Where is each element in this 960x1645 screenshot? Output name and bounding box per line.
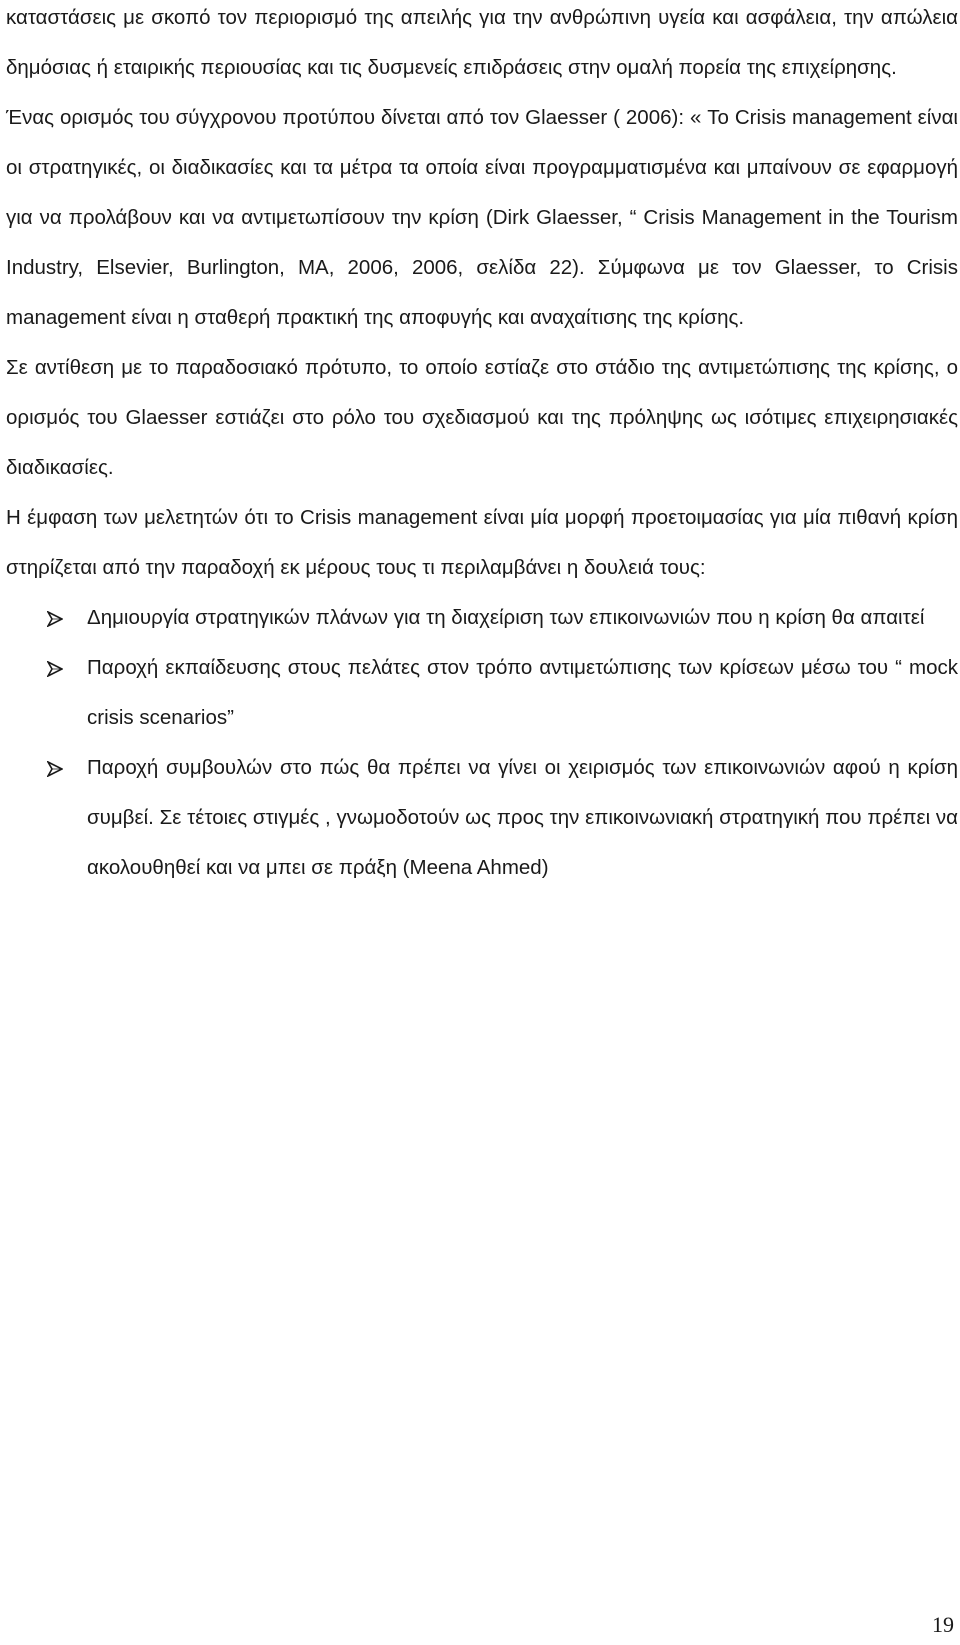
paragraph-glaesser-definition: Ένας ορισμός του σύγχρονου προτύπου δίνεται από τον Glaesser ( 2006): « Το Crisis management είναι οι στρατηγικές, οι διαδικασίες και τα μέτρα τα οποία είναι προγραμματισμένα και μπαίνουν σε εφαρμογή για να προλάβουν και να αντιμετωπίσουν την κρίση (Dirk Glaesser, “ Crisis Management in the Tourism Industry, Elsevier, Burlington, MA, 2006, 2006, σελίδα 22). Σύμφωνα με τον Glaesser, το Crisis management είναι η σταθερή πρακτική της αποφυγής και αναχαίτισης της κρίσης. bbox=[6, 106, 958, 329]
arrowhead-bullet-icon bbox=[47, 643, 65, 693]
page-number: 19 bbox=[932, 1612, 954, 1637]
arrowhead-bullet-icon bbox=[47, 593, 65, 643]
paragraph-emphasis: Η έμφαση των μελετητών ότι το Crisis management είναι μία μορφή προετοιμασίας για μία πιθανή κρίση στηρίζεται από την παραδοχή εκ μέρους τους τι περιλαμβάνει η δουλειά τους: bbox=[6, 506, 958, 579]
bullet-text: Παροχή συμβουλών στο πώς θα πρέπει να γίνει οι χειρισμός των επικοινωνιών αφού η κρίση συμβεί. Σε τέτοιες στιγμές , γνωμοδοτούν ως προς την επικοινωνιακή στρατηγική που πρέπει να ακολουθηθεί και να μπει σε πράξη (Meena Ahmed) bbox=[87, 756, 958, 879]
list-item bbox=[6, 593, 958, 643]
list-item bbox=[6, 743, 958, 893]
bullet-list bbox=[6, 593, 958, 893]
bullet-text: Δημιουργία στρατηγικών πλάνων για τη διαχείριση των επικοινωνιών που η κρίση θα απαιτεί bbox=[87, 606, 925, 629]
paragraph-contrast: Σε αντίθεση με το παραδοσιακό πρότυπο, το οποίο εστίαζε στο στάδιο της αντιμετώπισης της κρίσης, ο ορισμός του Glaesser εστιάζει στο ρόλο του σχεδιασμού και της πρόληψης ως ισότιμες επιχειρησιακές διαδικασίες. bbox=[6, 356, 958, 479]
bullet-text: Παροχή εκπαίδευσης στους πελάτες στον τρόπο αντιμετώπισης των κρίσεων μέσω του “ mock crisis scenarios” bbox=[87, 656, 958, 729]
document-page bbox=[6, 0, 958, 893]
list-item bbox=[6, 643, 958, 743]
paragraph-continuation: καταστάσεις με σκοπό τον περιορισμό της απειλής για την ανθρώπινη υγεία και ασφάλεια, την απώλεια δημόσιας ή εταιρικής περιουσίας και τις δυσμενείς επιδράσεις στην ομαλή πορεία της επιχείρησης. bbox=[6, 6, 958, 79]
arrowhead-bullet-icon bbox=[47, 743, 65, 793]
